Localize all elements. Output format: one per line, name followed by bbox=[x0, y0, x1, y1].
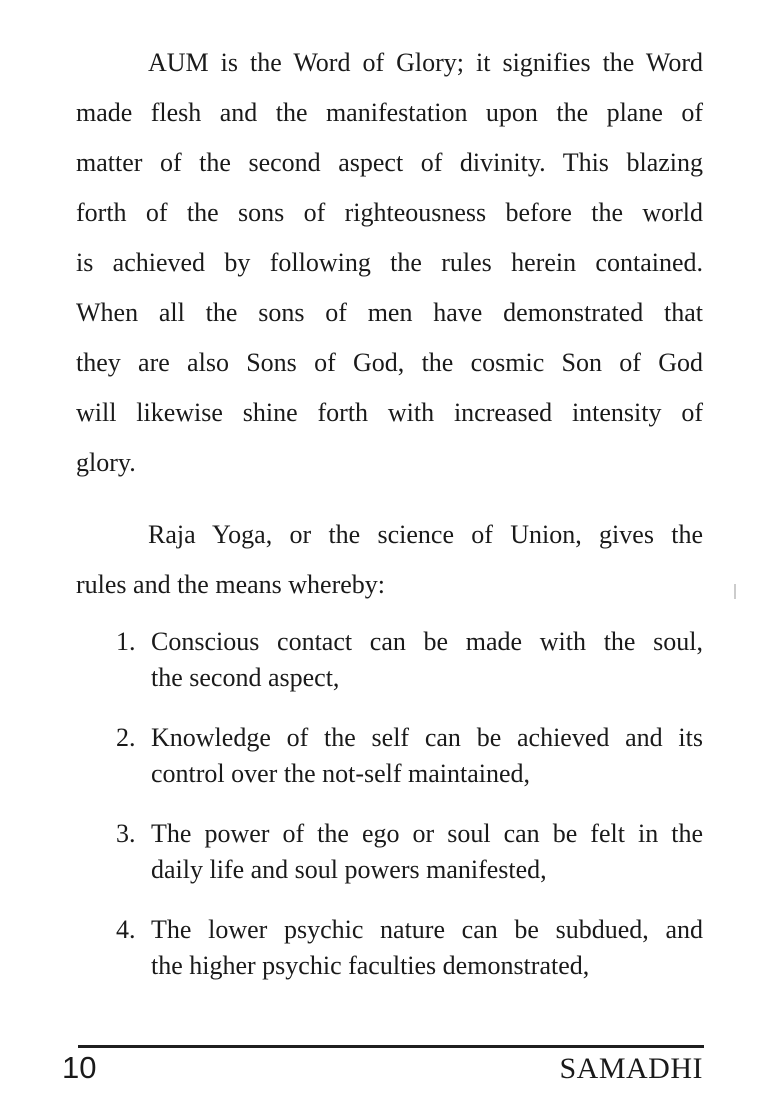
text-line: they are also Sons of God, the cosmic Son of God bbox=[76, 348, 703, 377]
text-line: will likewise shine forth with increased intensity of bbox=[76, 398, 703, 427]
text-line: The power of the ego or soul can be felt in the bbox=[151, 819, 703, 848]
footer-rule bbox=[78, 1045, 704, 1048]
running-title: SAMADHI bbox=[559, 1052, 703, 1085]
text-line: rules and the means whereby: bbox=[76, 570, 386, 599]
text-line: control over the not-self maintained, bbox=[151, 759, 531, 788]
text-line: is achieved by following the rules herein contained. bbox=[76, 248, 703, 277]
page-number: 10 bbox=[62, 1050, 97, 1085]
text-line: daily life and soul powers manifested, bbox=[151, 855, 547, 884]
text-body bbox=[76, 38, 703, 984]
text-line: AUM is the Word of Glory; it signifies the Word bbox=[148, 48, 703, 77]
list-item bbox=[76, 624, 703, 696]
text-line: the second aspect, bbox=[151, 663, 340, 692]
scan-artifact-tick bbox=[734, 584, 736, 599]
paragraph bbox=[76, 38, 703, 488]
list-number: 3. bbox=[116, 819, 136, 848]
text-line: the higher psychic faculties demonstrated, bbox=[151, 951, 590, 980]
text-line: The lower psychic nature can be subdued, and bbox=[151, 915, 703, 944]
list-number: 4. bbox=[116, 915, 136, 944]
text-line: When all the sons of men have demonstrated that bbox=[76, 298, 703, 327]
list-number: 1. bbox=[116, 627, 136, 656]
paragraph bbox=[76, 510, 703, 610]
numbered-list bbox=[76, 624, 703, 984]
list-item bbox=[76, 816, 703, 888]
text-line: forth of the sons of righteousness before the world bbox=[76, 198, 703, 227]
text-line: Raja Yoga, or the science of Union, gives the bbox=[148, 520, 703, 549]
text-line: Conscious contact can be made with the soul, bbox=[151, 627, 703, 656]
text-line: made flesh and the manifestation upon the plane of bbox=[76, 98, 703, 127]
list-item bbox=[76, 720, 703, 792]
list-item bbox=[76, 912, 703, 984]
text-line: Knowledge of the self can be achieved and its bbox=[151, 723, 703, 752]
text-line: matter of the second aspect of divinity. This blazing bbox=[76, 148, 703, 177]
text-line: glory. bbox=[76, 448, 136, 477]
list-number: 2. bbox=[116, 723, 136, 752]
